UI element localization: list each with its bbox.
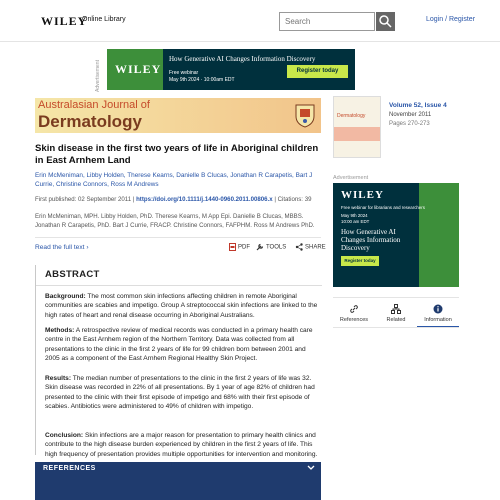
references-accordion[interactable] (35, 462, 321, 500)
conclusion-label: Conclusion: (45, 432, 84, 439)
ad-title: How Generative AI Changes Information Discovery (169, 55, 316, 63)
pdf-button[interactable] (229, 243, 250, 251)
abstract-background (45, 292, 321, 320)
share-label: SHARE (305, 244, 326, 251)
methods-label: Methods: (45, 327, 75, 334)
author-list[interactable]: Erin McMeniman, Libby Holden, Therese Kearns, Danielle B Clucas, Jonathan R Carapetis, Bart J Currie, Christine Connors, Ross M Andrews (35, 172, 313, 188)
journal-title-line2: Dermatology (38, 112, 142, 131)
info-tabs (333, 297, 459, 327)
divider (35, 237, 321, 238)
citations-count[interactable]: Citations: 39 (277, 196, 312, 203)
share-icon (295, 243, 303, 251)
tab-references[interactable] (333, 298, 375, 328)
article-meta (35, 196, 321, 203)
issue-date: November 2011 (389, 112, 432, 118)
tab-information[interactable] (417, 298, 459, 328)
side-ad-label: Advertisement (333, 175, 369, 181)
meta-separator-2: | (274, 196, 278, 203)
published-date: First published: 02 September 2011 (35, 196, 132, 203)
results-text: The median number of presentations to the clinic in the first 2 years of life was 32. Skin disease was recorded in 22% of all presentations. By 1 year of age 82% of children had presented to the clinic with their first episode of impetigo and 68% with their first episode of scabies. Antibiotics were administered to 49% of children with impetigo. (45, 375, 315, 411)
author-affiliations: Erin McMeniman, MPH. Libby Holden, PhD. Therese Kearns, M App Epi. Danielle B Clucas, MBBS. Jonathan R Carapetis, PhD. Bart J Currie, FRACP. Christine Connors, FAFPHM. Ross M Andrews PhD. (35, 213, 315, 229)
read-full-text-link[interactable] (35, 244, 89, 251)
cover-journal-name: Dermatology (337, 113, 366, 119)
side-ad-title: How Generative AI Changes Information Discovery (341, 228, 401, 252)
background-label: Background: (45, 293, 86, 300)
pdf-icon (229, 243, 236, 251)
banner-ad-label: Advertisement (95, 60, 101, 92)
tab-related-label: Related (386, 317, 406, 323)
doi-link[interactable]: https://doi.org/10.1111/j.1440-0960.2011.00806.x (136, 196, 273, 203)
abstract-section (35, 265, 321, 458)
side-ad-time: 10:00 am EDT (341, 219, 370, 224)
abstract-conclusion (45, 431, 321, 459)
tools-label: TOOLS (266, 244, 287, 251)
wrench-icon (256, 243, 264, 251)
abstract-methods (45, 326, 321, 364)
tabs-divider (333, 327, 459, 328)
cover-image-band (334, 127, 380, 141)
issue-volume-link[interactable]: Volume 52, Issue 4 (389, 102, 447, 109)
link-icon (349, 304, 359, 314)
chevron-right-icon: › (86, 244, 89, 251)
tab-information-label: Information (424, 317, 452, 323)
background-text: The most common skin infections affecting children in remote Aboriginal communities are scabies and impetigo. Group A streptococcal skin infections are linked to the high rates of heart and renal disease occurring in Aboriginal Australians. (45, 293, 318, 319)
journal-cover[interactable] (333, 96, 381, 158)
side-ad-image-panel (419, 183, 459, 287)
conclusion-text: Skin infections are a major reason for presentation to primary health clinics and contribute to the high disease burden experienced by children in the first 2 years of life. This high frequency of presentation provides multiple opportunities for intervention and monitoring. (45, 432, 318, 458)
ad-subtitle: Free webinar (169, 70, 199, 76)
article-title: Skin disease in the first two years of life in Aboriginal children in East Arnhem Land (35, 143, 319, 166)
search-input[interactable] (279, 12, 375, 31)
login-register-link[interactable]: Login / Register (426, 16, 476, 23)
pdf-label: PDF (238, 244, 250, 251)
tab-references-label: References (339, 317, 369, 323)
side-ad-date: May 9th 2024 (341, 213, 368, 218)
wiley-logo[interactable]: WILEY (41, 14, 88, 28)
related-icon (391, 304, 401, 314)
tools-button[interactable] (256, 243, 286, 251)
side-ad-register-button[interactable]: Register today (341, 256, 379, 266)
ad-date: May 9th 2024 · 10:00am EDT (169, 77, 235, 83)
abstract-divider (36, 285, 322, 286)
abstract-heading: ABSTRACT (45, 269, 100, 280)
issue-pages: Pages 270-273 (389, 121, 430, 127)
results-label: Results: (45, 375, 72, 382)
side-ad[interactable] (333, 183, 459, 287)
journal-banner[interactable] (35, 98, 321, 133)
side-ad-subtitle: Free webinar for librarians and researchers (341, 205, 425, 210)
site-header (0, 0, 500, 42)
chevron-down-icon (307, 465, 315, 471)
society-crest-icon (293, 102, 317, 128)
info-icon (433, 304, 443, 314)
search-icon (376, 12, 395, 31)
tab-related[interactable] (375, 298, 417, 328)
share-button[interactable] (295, 243, 326, 251)
references-label: REFERENCES (43, 465, 96, 472)
abstract-results (45, 374, 321, 412)
read-full-text-label: Read the full text (35, 244, 85, 251)
side-ad-brand: WILEY (341, 189, 384, 201)
meta-separator-1: | (132, 196, 137, 203)
logo-subtitle[interactable]: Online Library (82, 16, 126, 23)
journal-title-line1: Australasian Journal of (38, 99, 150, 111)
ad-brand: WILEY (115, 62, 162, 76)
ad-register-button[interactable]: Register today (287, 65, 348, 78)
banner-ad[interactable] (107, 49, 355, 90)
methods-text: A retrospective review of medical records was conducted in a primary health care centre in the East Arnhem region of the Northern Territory. Data was collected from all presentations to the clinic in the first 2 years of life for 99 children born between 2001 and 2005 as a component of the East Arnhem Regional Healthy Skin Project. (45, 327, 313, 363)
search-button[interactable] (376, 12, 395, 31)
